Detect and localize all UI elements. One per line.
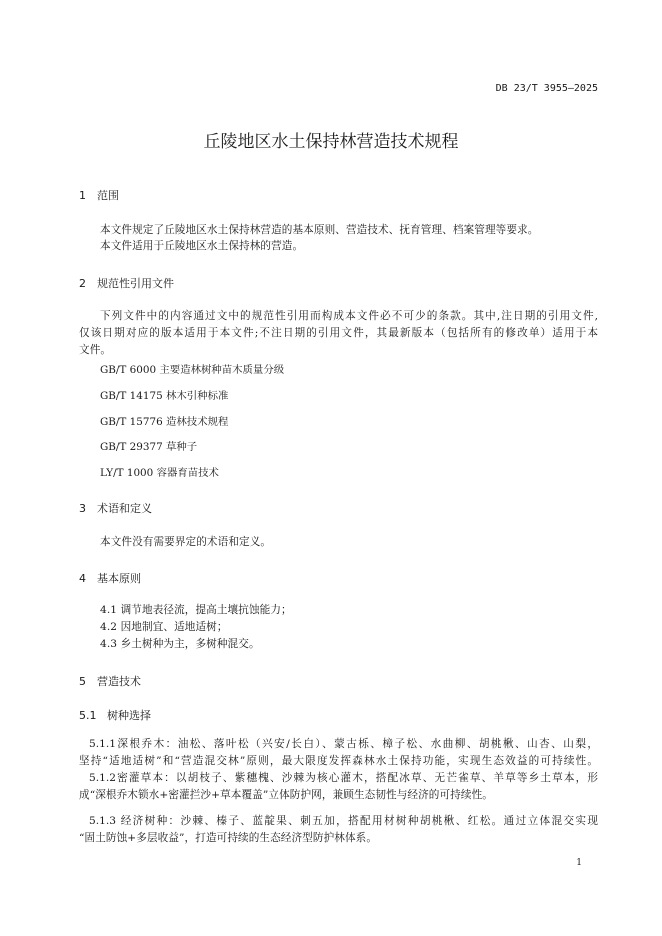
section-4-heading — [79, 570, 141, 586]
section-number: 2 — [79, 277, 86, 290]
principle-item: 4.2 因地制宜、适地适树； — [100, 621, 228, 633]
clause-5-1-2-line: 成“深根乔木锁水+密灌拦沙+草本覆盖”立体防护网，兼顾生态韧性与经济的可持续性。 — [79, 789, 493, 801]
reference-item: LY/T 1000 容器育苗技术 — [100, 467, 219, 479]
section-number: 1 — [79, 189, 86, 202]
section-number: 3 — [79, 502, 86, 515]
subsection-number: 5.1 — [79, 709, 97, 722]
section-3-heading — [79, 500, 152, 516]
paragraph: 本文件没有需要界定的术语和定义。 — [100, 536, 272, 548]
section-title: 范围 — [97, 189, 119, 202]
clause-5-1-3-line: 5.1.3 经济树种：沙棘、榛子、蓝靛果、刺五加，搭配用材树种胡桃楸、红松。通过立体混交实现 — [89, 815, 598, 827]
section-number: 5 — [79, 675, 86, 688]
section-1-heading — [79, 187, 119, 203]
section-number: 4 — [79, 572, 86, 585]
reference-item: GB/T 6000 主要造林树种苗木质量分级 — [100, 364, 285, 376]
section-title: 营造技术 — [97, 675, 141, 688]
clause-5-1-1-line: 坚持“适地适树”和“营造混交林”原则，最大限度发挥森林水土保持功能，实现生态效益的可持续性。 — [79, 755, 598, 767]
page-number: 1 — [576, 858, 582, 868]
clause-5-1-1-line: 5.1.1深根乔木：油松、落叶松（兴安/长白）、蒙古栎、樟子松、水曲柳、胡桃楸、山杏、山梨， — [89, 738, 598, 750]
paragraph-line: 文件。 — [79, 344, 112, 356]
section-title: 基本原则 — [97, 572, 141, 585]
clause-5-1-3-line: “固土防蚀+多层收益”，打造可持续的生态经济型防护林体系。 — [79, 832, 378, 844]
section-5-heading — [79, 673, 141, 689]
document-title: 丘陵地区水土保持林营造技术规程 — [203, 132, 459, 152]
paragraph-line: 下列文件中的内容通过文中的规范性引用而构成本文件必不可少的条款。其中,注日期的引用文件, — [100, 310, 598, 322]
standard-number: DB 23/T 3955—2025 — [495, 83, 598, 94]
paragraph-line: 仅该日期对应的版本适用于本文件;不注日期的引用文件，其最新版本（包括所有的修改单）适用于本 — [79, 327, 598, 339]
reference-item: GB/T 15776 造林技术规程 — [100, 416, 229, 428]
reference-item: GB/T 14175 林木引种标准 — [100, 390, 229, 402]
principle-item: 4.3 乡土树种为主，多树种混交。 — [100, 638, 260, 650]
paragraph: 本文件规定了丘陵地区水土保持林营造的基本原则、营造技术、抚育管理、档案管理等要求。 — [100, 224, 539, 236]
section-2-heading — [79, 275, 174, 291]
clause-5-1-2-line: 5.1.2密灌草本：以胡枝子、紫穗槐、沙棘为核心灌木，搭配冰草、无芒雀草、羊草等乡土草本，形 — [89, 772, 598, 784]
subsection-5-1-heading — [79, 707, 151, 723]
section-title: 规范性引用文件 — [97, 277, 174, 290]
section-title: 术语和定义 — [97, 502, 152, 515]
subsection-title: 树种选择 — [107, 709, 151, 722]
paragraph: 本文件适用于丘陵地区水土保持林的营造。 — [100, 240, 304, 252]
principle-item: 4.1 调节地表径流，提高土壤抗蚀能力； — [100, 604, 292, 616]
reference-item: GB/T 29377 草种子 — [100, 441, 198, 453]
